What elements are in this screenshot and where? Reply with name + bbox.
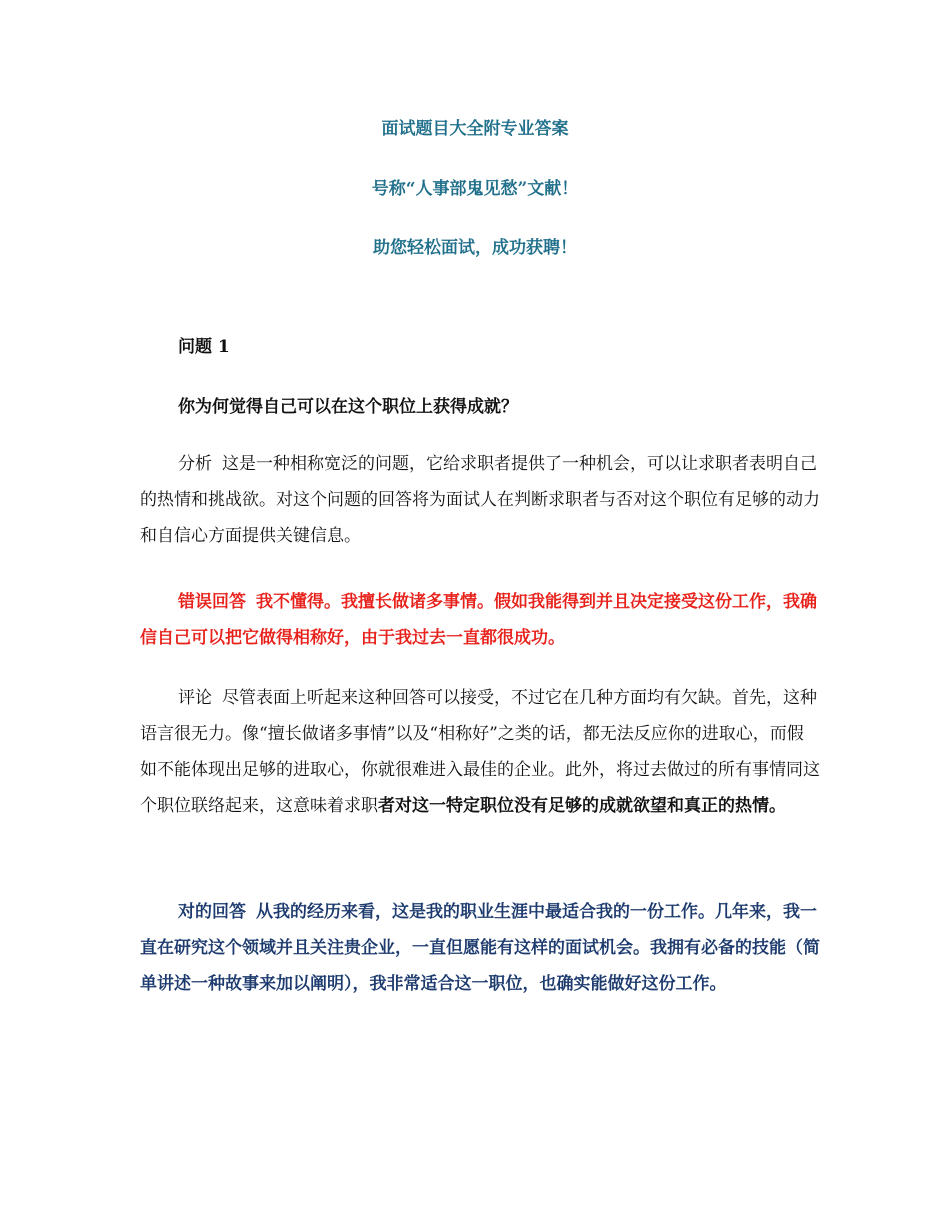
document-subtitle: 号称“人事部鬼见愁”文献！	[371, 179, 579, 199]
comment-paragraph	[140, 680, 820, 824]
comment-bold-tail: 者对这一特定职位没有足够的成就欲望和真正的热情。	[378, 796, 786, 816]
wrong-answer-paragraph	[140, 584, 820, 656]
analysis-paragraph	[140, 446, 820, 554]
document-tagline: 助您轻松面试，成功获聘！	[373, 238, 577, 258]
analysis-text: 这是一种相称宽泛的问题，它给求职者提供了一种机会，可以让求职者表明自己的热情和挑战欲。对这个问题的回答将为面试人在判断求职者与否对这个职位有足够的动力和自信心方面提供关键信息。	[140, 454, 820, 546]
wrong-answer-text: 我不懂得。我擅长做诸多事情。假如我能得到并且决定接受这份工作，我确信自己可以把它做得相称好，由于我过去一直都很成功。	[140, 592, 817, 648]
comment-text: 尽管表面上听起来这种回答可以接受，不过它在几种方面均有欠缺。首先，这种语言很无力。像“擅长做诸多事情”以及“相称好”之类的话，都无法反应你的进取心，而假如不能体现出足够的进取心，你就很难进入最佳的企业。此外，将过去做过的所有事情同这个职位联络起来，这意味着求职	[140, 688, 820, 816]
right-answer-text: 从我的经历来看，这是我的职业生涯中最适合我的一份工作。几年来，我一直在研究这个领域并且关注贵企业，一直但愿能有这样的面试机会。我拥有必备的技能（简单讲述一种故事来加以阐明），我非常适合这一职位，也确实能做好这份工作。	[140, 902, 820, 994]
right-answer-paragraph	[140, 894, 820, 1002]
question-label: 问题 1	[178, 337, 230, 357]
right-answer-lead: 对的回答	[178, 902, 246, 922]
comment-lead: 评论	[178, 688, 212, 708]
question-text: 你为何觉得自己可以在这个职位上获得成就？	[178, 397, 518, 417]
analysis-lead: 分析	[178, 454, 212, 474]
wrong-answer-lead: 错误回答	[178, 592, 246, 612]
document-title: 面试题目大全附专业答案	[381, 119, 569, 139]
